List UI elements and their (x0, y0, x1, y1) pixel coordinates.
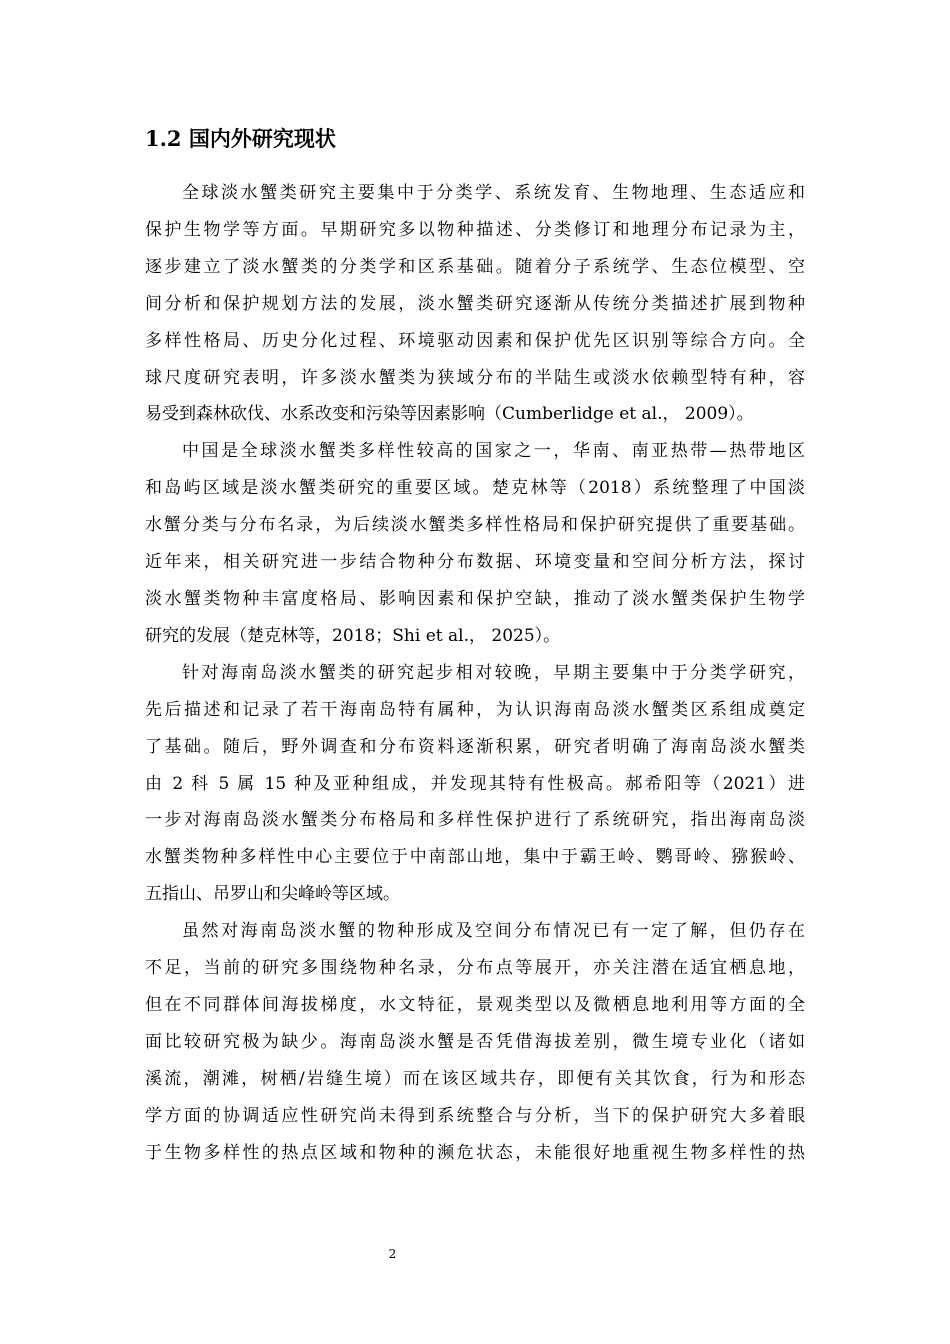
text-line: 水蟹分类与分布名录，为后续淡水蟹类多样性格局和保护研究提供了重要基础。 (145, 515, 805, 536)
text-line: 由 2 科 5 属 15 种及亚种组成，并发现其特有性极高。郝希阳等（2021）进 (145, 773, 805, 794)
text-line: 近年来，相关研究进一步结合物种分布数据、环境变量和空间分析方法，探讨 (145, 552, 805, 573)
text-line: 虽然对海南岛淡水蟹的物种形成及空间分布情况已有一定了解，但仍存在 (182, 921, 805, 942)
text-line: 不足，当前的研究多围绕物种名录，分布点等展开，亦关注潜在适宜栖息地， (145, 958, 805, 979)
text-line: 水蟹类物种多样性中心主要位于中南部山地，集中于霸王岭、鹦哥岭、猕猴岭、 (145, 847, 805, 868)
text-line: 于生物多样性的热点区域和物种的濒危状态，未能很好地重视生物多样性的热 (145, 1142, 805, 1163)
text-line: 多样性格局、历史分化过程、环境驱动因素和保护优先区识别等综合方向。全 (145, 330, 805, 351)
text-line: 和岛屿区域是淡水蟹类研究的重要区域。楚克林等（2018）系统整理了中国淡 (145, 478, 805, 499)
text-line: 了基础。随后，野外调查和分布资料逐渐积累，研究者明确了海南岛淡水蟹类 (145, 736, 805, 757)
text-line: 先后描述和记录了若干海南岛特有属种，为认识海南岛淡水蟹类区系组成奠定 (145, 699, 805, 720)
text-line: 面比较研究极为缺少。海南岛淡水蟹是否凭借海拔差别，微生境专业化（诸如 (145, 1031, 805, 1052)
text-line: 学方面的协调适应性研究尚未得到系统整合与分析，当下的保护研究大多着眼 (145, 1105, 805, 1126)
page-number: 2 (388, 1247, 397, 1261)
body-text (145, 175, 805, 1171)
text-line: 中国是全球淡水蟹类多样性较高的国家之一，华南、南亚热带—热带地区 (182, 441, 805, 462)
text-line: 研究的发展（楚克林等，2018；Shi et al.， 2025）。 (145, 625, 561, 646)
text-line: 间分析和保护规划方法的发展，淡水蟹类研究逐渐从传统分类描述扩展到物种 (145, 293, 805, 314)
text-line: 保护生物学等方面。早期研究多以物种描述、分类修订和地理分布记录为主， (145, 219, 805, 240)
text-line: 球尺度研究表明，许多淡水蟹类为狭域分布的半陆生或淡水依赖型特有种，容 (145, 367, 805, 388)
text-line: 一步对海南岛淡水蟹类分布格局和多样性保护进行了系统研究，指出海南岛淡 (145, 810, 805, 831)
text-line: 五指山、吊罗山和尖峰岭等区域。 (145, 884, 400, 905)
text-line: 逐步建立了淡水蟹类的分类学和区系基础。随着分子系统学、生态位模型、空 (145, 256, 805, 277)
section-heading: 1.2 国内外研究现状 (145, 126, 336, 151)
text-line: 易受到森林砍伐、水系改变和污染等因素影响（Cumberlidge et al.， 2009）。 (145, 404, 754, 425)
text-line: 全球淡水蟹类研究主要集中于分类学、系统发育、生物地理、生态适应和 (182, 183, 805, 203)
text-line: 针对海南岛淡水蟹类的研究起步相对较晚，早期主要集中于分类学研究， (182, 662, 805, 683)
text-line: 淡水蟹类物种丰富度格局、影响因素和保护空缺，推动了淡水蟹类保护生物学 (145, 588, 805, 609)
text-line: 溪流，潮滩，树栖/岩缝生境）而在该区域共存，即便有关其饮食，行为和形态 (145, 1068, 805, 1089)
text-line: 但在不同群体间海拔梯度，水文特征，景观类型以及微栖息地利用等方面的全 (145, 994, 805, 1015)
